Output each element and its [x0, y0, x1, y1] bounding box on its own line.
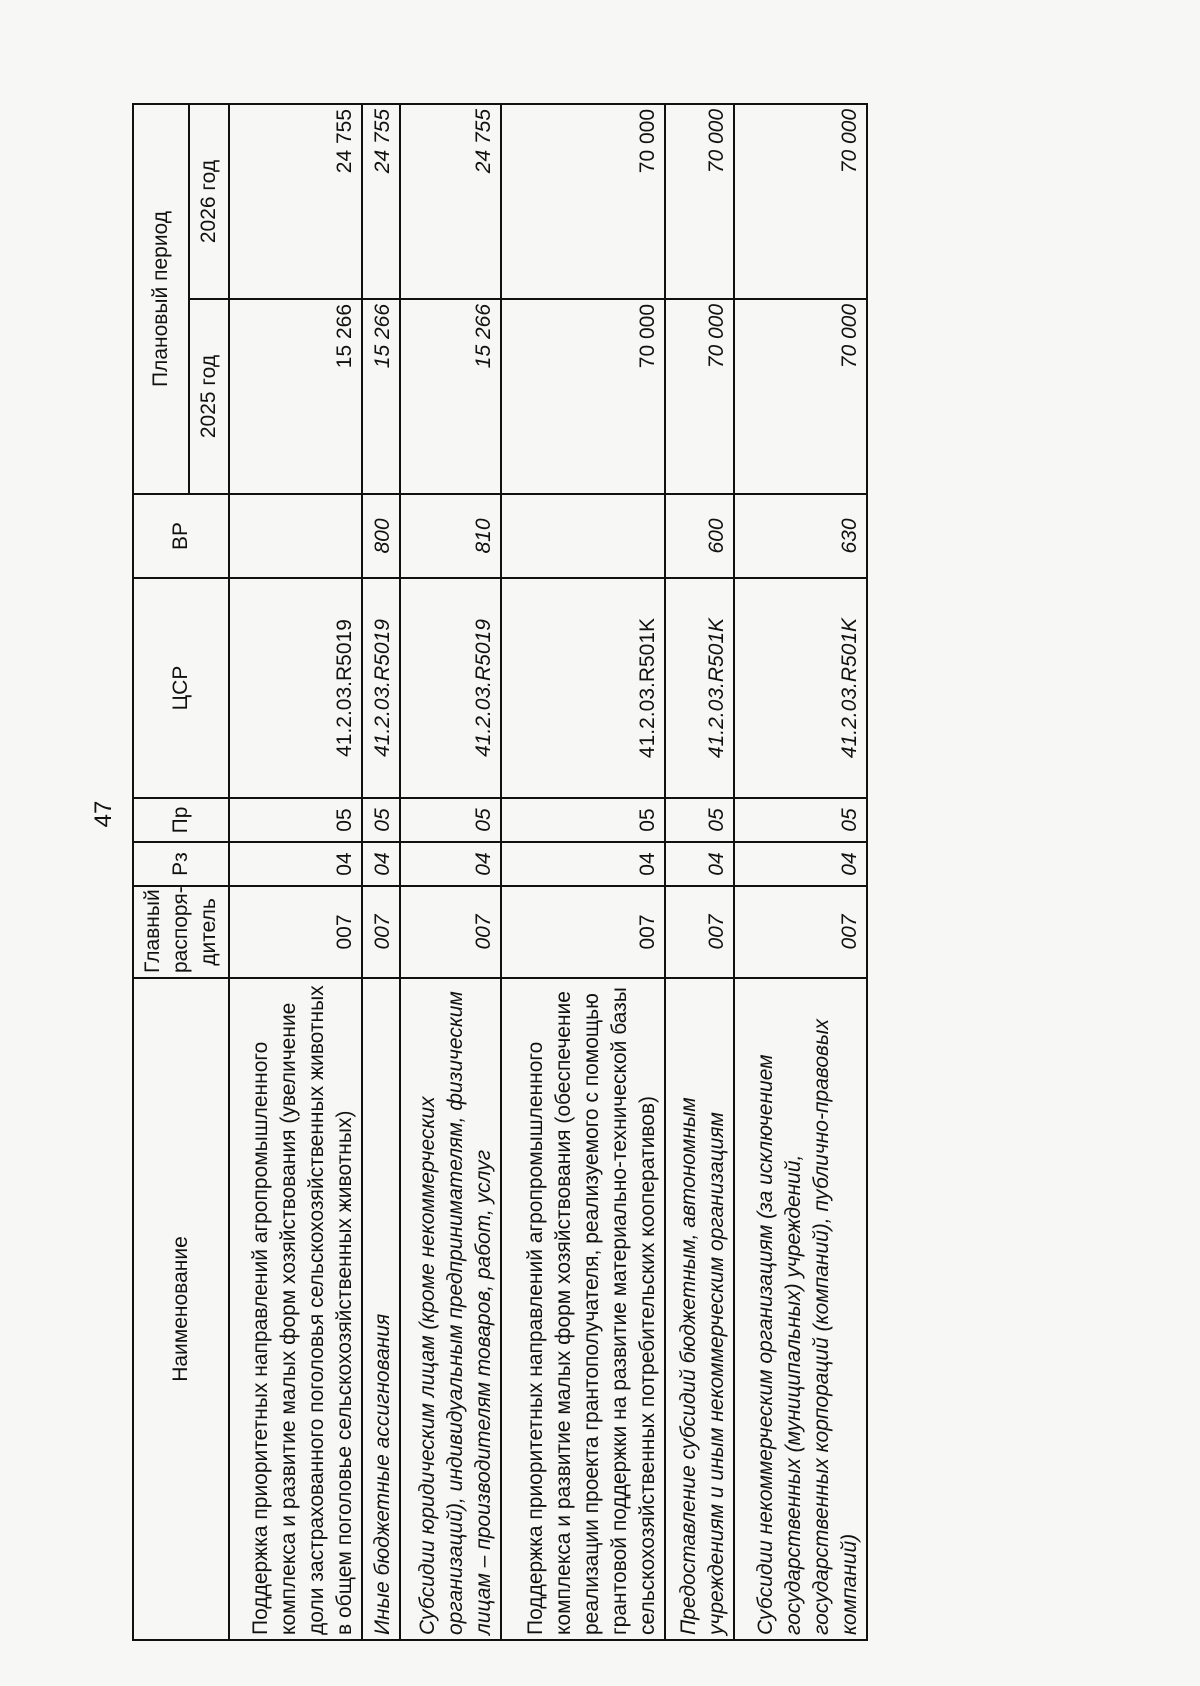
- row-name: Субсидии некоммерческим организациям (за исключением государственных (муниципальных) учреждений, государственных корпораций (компаний), публично-правовых компаний): [734, 978, 867, 1640]
- row-main-manager: 007: [665, 886, 735, 978]
- row-2026: 24 755: [400, 104, 501, 299]
- table-row: [362, 104, 400, 1640]
- budget-table-wrapper: [132, 105, 868, 1641]
- row-2025: 70 000: [501, 299, 665, 494]
- row-rz: 04: [400, 842, 501, 886]
- row-rz: 04: [362, 842, 400, 886]
- row-name: Поддержка приоритетных направлений агропромышленного комплекса и развитие малых форм хозяйствования (обеспечение реализации проекта грантополучателя, реализуемого с помощью грантовой поддержки на развитие материально-технической базы сельскохозяйственных потребительских кооперативов): [501, 978, 665, 1640]
- header-vr: ВР: [133, 494, 229, 578]
- table-row: [734, 104, 867, 1640]
- row-pr: 05: [400, 798, 501, 842]
- row-name: Субсидии юридическим лицам (кроме некоммерческих организаций), индивидуальным предпринимателям, физическим лицам – производителям товаров, работ, услуг: [400, 978, 501, 1640]
- budget-table: [132, 103, 868, 1641]
- row-main-manager: 007: [501, 886, 665, 978]
- row-name: Предоставление субсидий бюджетным, автономным учреждениям и иным некоммерческим организациям: [665, 978, 735, 1640]
- table-row: [501, 104, 665, 1640]
- row-2026: 70 000: [501, 104, 665, 299]
- row-2026: 24 755: [362, 104, 400, 299]
- row-2026: 24 755: [229, 104, 362, 299]
- row-main-manager: 007: [734, 886, 867, 978]
- row-csr: 41.2.03.R501K: [501, 578, 665, 798]
- header-year-2025: 2025 год: [189, 299, 229, 494]
- row-2026: 70 000: [734, 104, 867, 299]
- header-name: Наименование: [133, 978, 229, 1640]
- table-row: [229, 104, 362, 1640]
- row-name: Иные бюджетные ассигнования: [362, 978, 400, 1640]
- table-row: [400, 104, 501, 1640]
- row-vr: 630: [734, 494, 867, 578]
- row-main-manager: 007: [229, 886, 362, 978]
- header-csr: ЦСР: [133, 578, 229, 798]
- header-main-manager: [133, 886, 229, 978]
- row-vr: 600: [665, 494, 735, 578]
- row-rz: 04: [665, 842, 735, 886]
- header-rz: Рз: [133, 842, 229, 886]
- row-vr: 800: [362, 494, 400, 578]
- row-pr: 05: [501, 798, 665, 842]
- header-main-manager-line2: распоря-: [169, 886, 192, 973]
- header-main-manager-line1: Главный: [141, 889, 164, 973]
- row-2026: 70 000: [665, 104, 735, 299]
- row-vr: [501, 494, 665, 578]
- table-row: [665, 104, 735, 1640]
- row-2025: 15 266: [400, 299, 501, 494]
- row-main-manager: 007: [362, 886, 400, 978]
- row-rz: 04: [229, 842, 362, 886]
- row-pr: 05: [229, 798, 362, 842]
- page-number: 47: [90, 800, 117, 828]
- row-rz: 04: [734, 842, 867, 886]
- row-vr: [229, 494, 362, 578]
- row-rz: 04: [501, 842, 665, 886]
- row-2025: 70 000: [734, 299, 867, 494]
- row-main-manager: 007: [400, 886, 501, 978]
- header-pr: Пр: [133, 798, 229, 842]
- header-main-manager-line3: дитель: [197, 898, 220, 966]
- row-pr: 05: [734, 798, 867, 842]
- row-pr: 05: [362, 798, 400, 842]
- row-pr: 05: [665, 798, 735, 842]
- row-csr: 41.2.03.R5019: [400, 578, 501, 798]
- row-2025: 70 000: [665, 299, 735, 494]
- header-planned-period: Плановый период: [133, 104, 189, 494]
- row-csr: 41.2.03.R5019: [229, 578, 362, 798]
- row-name: Поддержка приоритетных направлений агропромышленного комплекса и развитие малых форм хозяйствования (увеличение доли застрахованного поголовья сельскохозяйственных животных в общем поголовье сельскохозяйственных животных): [229, 978, 362, 1640]
- header-year-2026: 2026 год: [189, 104, 229, 299]
- row-csr: 41.2.03.R5019: [362, 578, 400, 798]
- row-vr: 810: [400, 494, 501, 578]
- row-2025: 15 266: [229, 299, 362, 494]
- row-csr: 41.2.03.R501K: [665, 578, 735, 798]
- row-csr: 41.2.03.R501K: [734, 578, 867, 798]
- row-2025: 15 266: [362, 299, 400, 494]
